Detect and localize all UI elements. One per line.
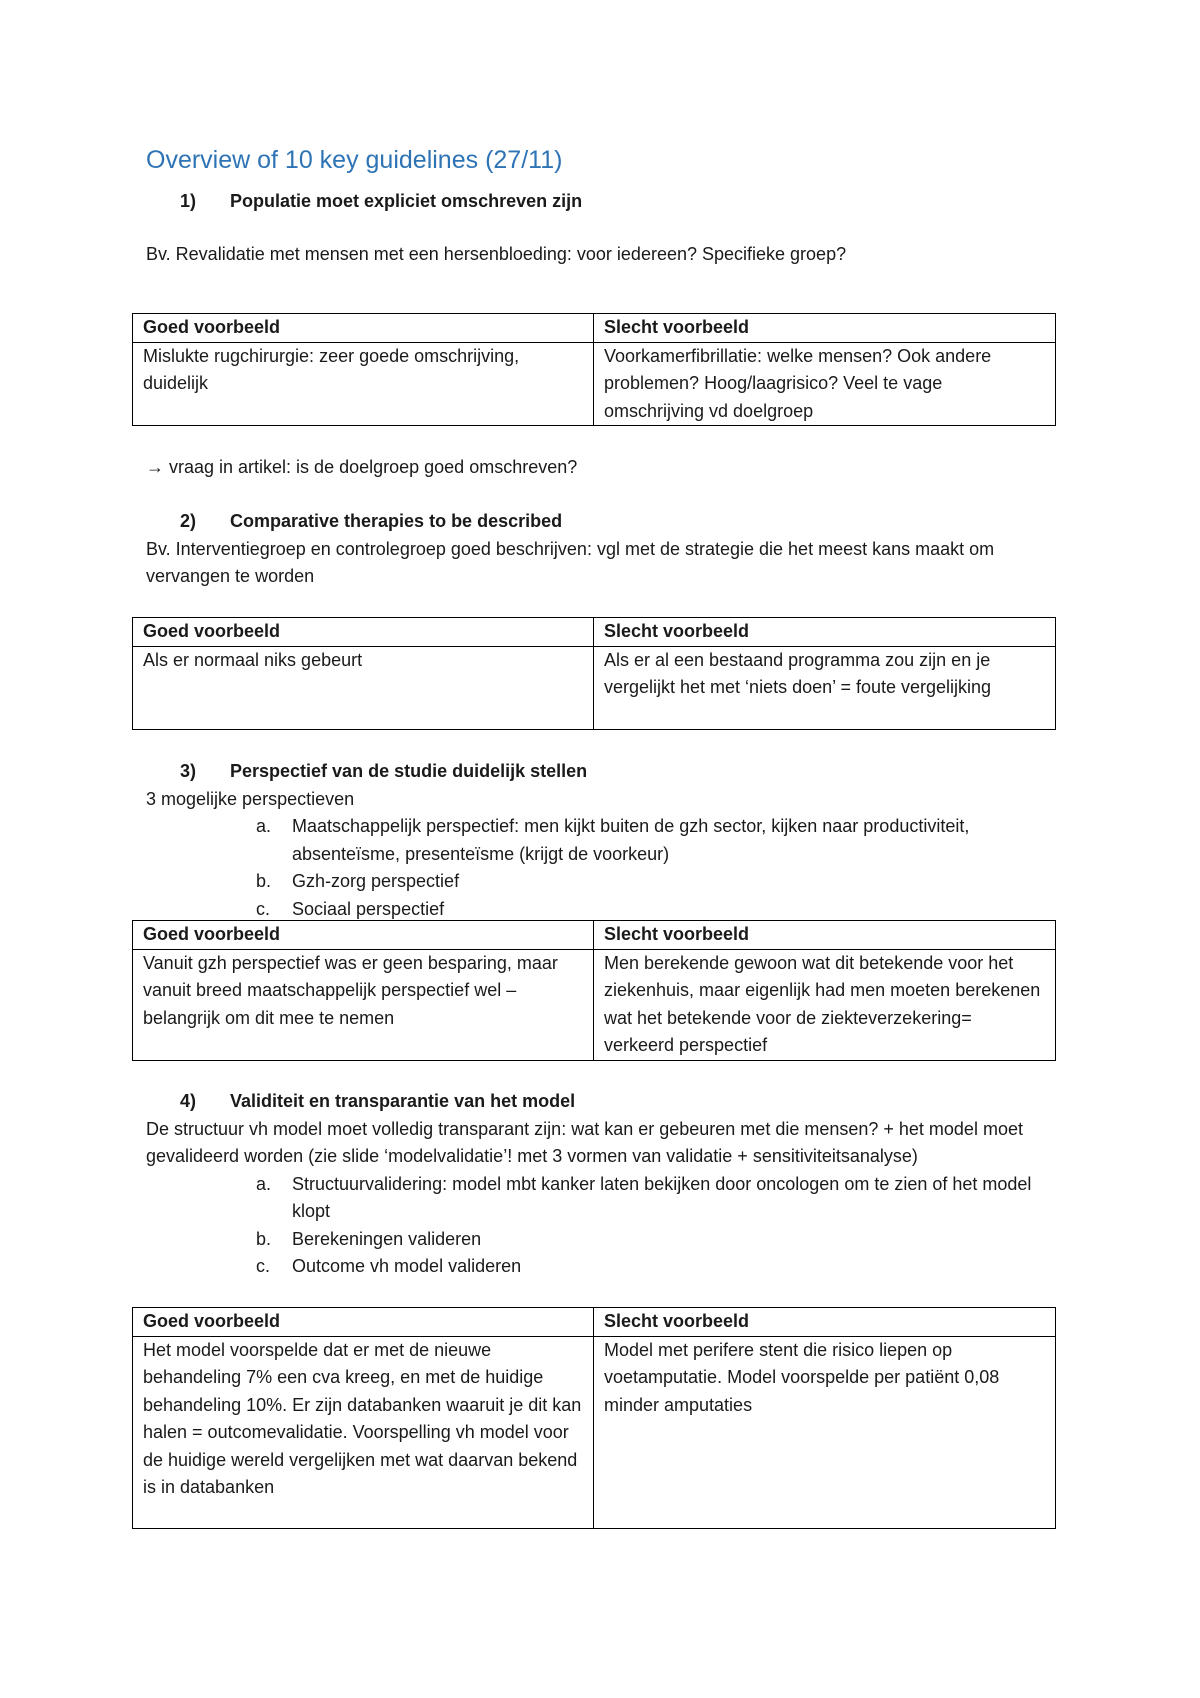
section-1: [146, 188, 1056, 268]
good-example-header: Goed voorbeeld: [133, 618, 594, 647]
list-item-text: Berekeningen valideren: [292, 1228, 482, 1249]
section-heading-text: Perspectief van de studie duidelijk stellen: [230, 761, 588, 781]
list-item-text: Maatschappelijk perspectief: men kijkt buiten de gzh sector, kijken naar productiviteit, absenteïsme, presenteïsme (krijgt de voorkeur): [292, 816, 970, 864]
comparison-table-3: [132, 920, 1056, 1061]
bad-example-cell: Men berekende gewoon wat dit betekende voor het ziekenhuis, maar eigenlijk had men moeten berekenen wat het betekende voor de ziekteverzekering= verkeerd perspectief: [594, 949, 1056, 1060]
list-item-text: Outcome vh model valideren: [292, 1256, 522, 1276]
list-letter: a.: [256, 1173, 272, 1194]
list-letter: a.: [256, 816, 272, 836]
good-example-header: Goed voorbeeld: [133, 314, 594, 343]
bad-example-header: Slecht voorbeeld: [594, 1308, 1056, 1337]
good-example-cell: Mislukte rugchirurgie: zeer goede omschrijving, duidelijk: [133, 342, 594, 426]
section-4: [146, 1088, 1056, 1281]
bad-example-cell: Als er al een bestaand programma zou zijn en je vergelijkt het met ‘niets doen’ = foute vergelijking: [594, 646, 1056, 729]
good-example-cell: Als er normaal niks gebeurt: [133, 646, 594, 729]
list-letter: b.: [256, 871, 272, 891]
section-number: 3): [180, 761, 197, 781]
list-letter: c.: [256, 898, 271, 919]
list-letter: c.: [256, 1256, 271, 1276]
section-text: Bv. Revalidatie met mensen met een hersenbloeding: voor iedereen? Specifieke groep?: [146, 243, 847, 264]
section-text: De structuur vh model moet volledig transparant zijn: wat kan er gebeuren met die mensen? + het model moet gevalideerd worden (zie slide ‘modelvalidatie’! met 3 vormen van validatie + sensitiviteitsanalyse): [146, 1118, 1023, 1166]
section-text: Bv. Interventiegroep en controlegroep goed beschrijven: vgl met de strategie die het meest kans maakt om vervangen te worden: [146, 538, 995, 586]
good-example-cell: Het model voorspelde dat er met de nieuwe behandeling 7% een cva kreeg, en met de huidige behandeling 10%. Er zijn databanken waaruit je dit kan halen = outcomevalidatie. Voorspelling vh model voor de huidige wereld vergelijken met wat daarvan bekend is in databanken: [133, 1336, 594, 1528]
section-text: 3 mogelijke perspectieven: [146, 788, 355, 809]
list-item: [146, 1226, 1056, 1254]
section-heading: [146, 758, 1056, 786]
comparison-table-1: [132, 313, 1056, 426]
good-example-cell: Vanuit gzh perspectief was er geen besparing, maar vanuit breed maatschappelijk perspectief wel – belangrijk om dit mee te nemen: [133, 949, 594, 1060]
section-heading-text: Validiteit en transparantie van het model: [230, 1091, 576, 1111]
bad-example-cell: Model met perifere stent die risico liepen op voetamputatie. Model voorspelde per patiënt 0,08 minder amputaties: [594, 1336, 1056, 1528]
list-item: [146, 896, 1056, 924]
bad-example-cell: Voorkamerfibrillatie: welke mensen? Ook andere problemen? Hoog/laagrisico? Veel te vage omschrijving vd doelgroep: [594, 342, 1056, 426]
comparison-table-4: [132, 1307, 1056, 1529]
section-heading-text: Comparative therapies to be described: [230, 511, 563, 531]
bad-example-header: Slecht voorbeeld: [594, 314, 1056, 343]
section-number: 2): [180, 511, 197, 531]
bad-example-header: Slecht voorbeeld: [594, 618, 1056, 647]
list-letter: b.: [256, 1228, 272, 1249]
comparison-table-2: [132, 617, 1056, 730]
section-3: [146, 758, 1056, 923]
list-item-text: Sociaal perspectief: [292, 898, 445, 919]
section-heading: [146, 508, 1056, 536]
document-title: Overview of 10 key guidelines (27/11): [146, 146, 563, 174]
section-number: 1): [180, 191, 197, 211]
section-2: [146, 508, 1056, 591]
good-example-header: Goed voorbeeld: [133, 921, 594, 950]
section-number: 4): [180, 1091, 197, 1111]
list-item: [146, 1171, 1056, 1226]
section-heading-text: Populatie moet expliciet omschreven zijn: [230, 191, 583, 211]
list-item: [146, 868, 1056, 896]
list-item: [146, 1253, 1056, 1281]
section-heading: [146, 188, 1056, 216]
section-1-note: → vraag in artikel: is de doelgroep goed omschreven?: [146, 457, 578, 477]
list-item-text: Gzh-zorg perspectief: [292, 871, 460, 891]
bad-example-header: Slecht voorbeeld: [594, 921, 1056, 950]
list-item: [146, 813, 1056, 868]
list-item-text: Structuurvalidering: model mbt kanker laten bekijken door oncologen om te zien of het model klopt: [292, 1173, 1032, 1221]
good-example-header: Goed voorbeeld: [133, 1308, 594, 1337]
section-heading: [146, 1088, 1056, 1116]
